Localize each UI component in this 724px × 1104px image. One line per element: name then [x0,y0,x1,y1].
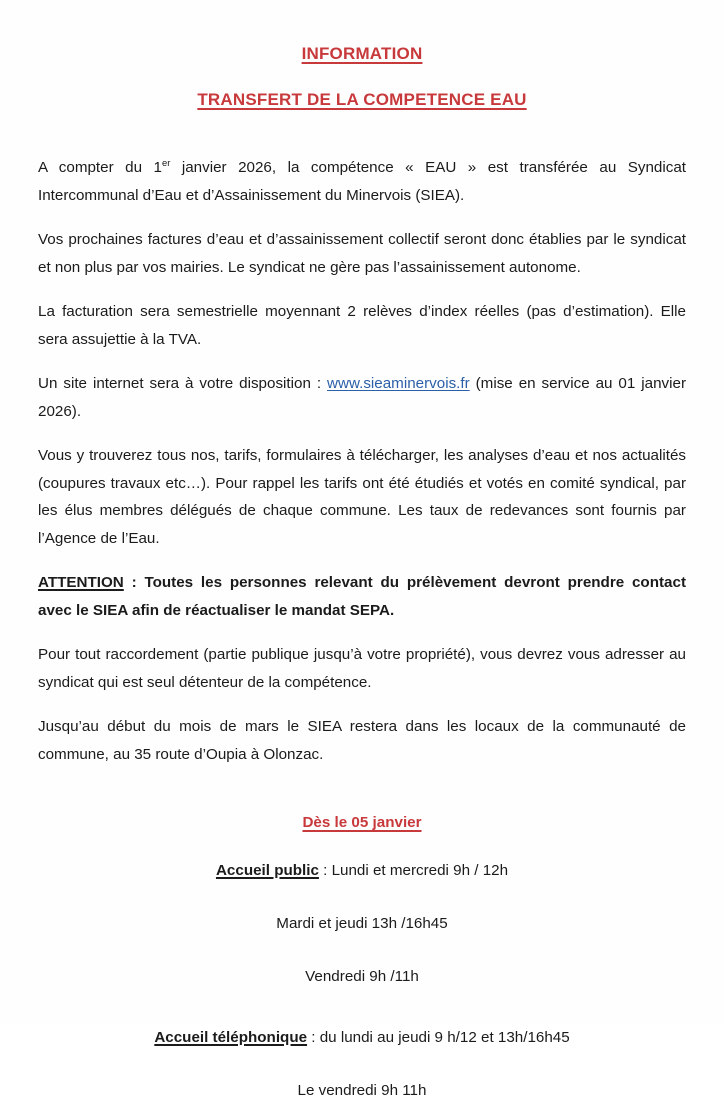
paragraph-location: Jusqu’au début du mois de mars le SIEA restera dans les locaux de la communauté de commune, au 35 route d’Oupia à Olonzac. [38,718,686,763]
document-headings [38,0,686,110]
ordinal-superscript: er [161,156,171,168]
opening-hours-section [38,814,686,1104]
attention-label: ATTENTION [38,574,124,591]
attention-body: : Toutes les personnes relevant du prélèvement devront prendre contact avec le SIEA afin de réactualiser le mandat SEPA. [38,574,686,619]
paragraph-4-part-b: (mise en service au 01 janvier 2026). [38,375,687,420]
paragraph-transfer-date [38,154,686,209]
hours-public-line-2: Mardi et jeudi 13h /16h45 [276,915,448,932]
paragraph-1-part-b: janvier 2026, la compétence « EAU » est transférée au Syndicat Intercommunal d’Eau et d’Assainissement du Minervois (SIEA). [38,159,687,204]
hours-public-line-1 [38,857,686,884]
document-body [38,154,686,768]
hours-heading: Dès le 05 janvier [302,814,422,831]
paragraph-billing-frequency: La facturation sera semestrielle moyennant 2 relèves d’index réelles (pas d’estimation). Elle sera assujettie à la TVA. [38,303,686,348]
paragraph-website-contents: Vous y trouverez tous nos, tarifs, formulaires à télécharger, les analyses d’eau et nos actualités (coupures travaux etc…). Pour rappel les tarifs ont été étudiés et votés en comité syndical, par les élus membres délégués de chaque commune. Les taux de redevances sont fournis par l’Agence de l’Eau. [38,447,686,547]
hours-phone-line-1-value: : du lundi au jeudi 9 h/12 et 13h/16h45 [307,1029,570,1046]
page-subtitle-text: TRANSFERT DE LA COMPETENCE EAU [197,90,527,109]
hours-public-line-3: Vendredi 9h /11h [305,968,419,985]
hours-phone-line-2: Le vendredi 9h 11h [297,1082,427,1099]
hours-phone-line-1 [38,1024,686,1051]
hours-section-divider [38,990,686,1024]
hours-public-line-1-value: : Lundi et mercredi 9h / 12h [318,862,509,879]
paragraph-1-part-a: A compter du 1 [38,159,162,176]
paragraph-attention [38,569,686,624]
website-link[interactable]: www.sieaminervois.fr [327,375,470,392]
page-title [38,44,686,64]
page-subtitle [38,90,686,110]
paragraph-4-part-a: Un site internet sera à votre disposition : [38,375,328,392]
paragraph-website [38,370,686,425]
hours-public-label: Accueil public [215,862,319,879]
paragraph-connection: Pour tout raccordement (partie publique jusqu’à votre propriété), vous devrez vous adresser au syndicat qui est seul détenteur de la compétence. [38,646,686,691]
paragraph-billing-authority: Vos prochaines factures d’eau et d’assainissement collectif seront donc établies par le syndicat et non plus par vos mairies. Le syndicat ne gère pas l’assainissement autonome. [38,231,686,276]
hours-phone-label: Accueil téléphonique [154,1029,308,1046]
page-title-text: INFORMATION [301,44,423,63]
